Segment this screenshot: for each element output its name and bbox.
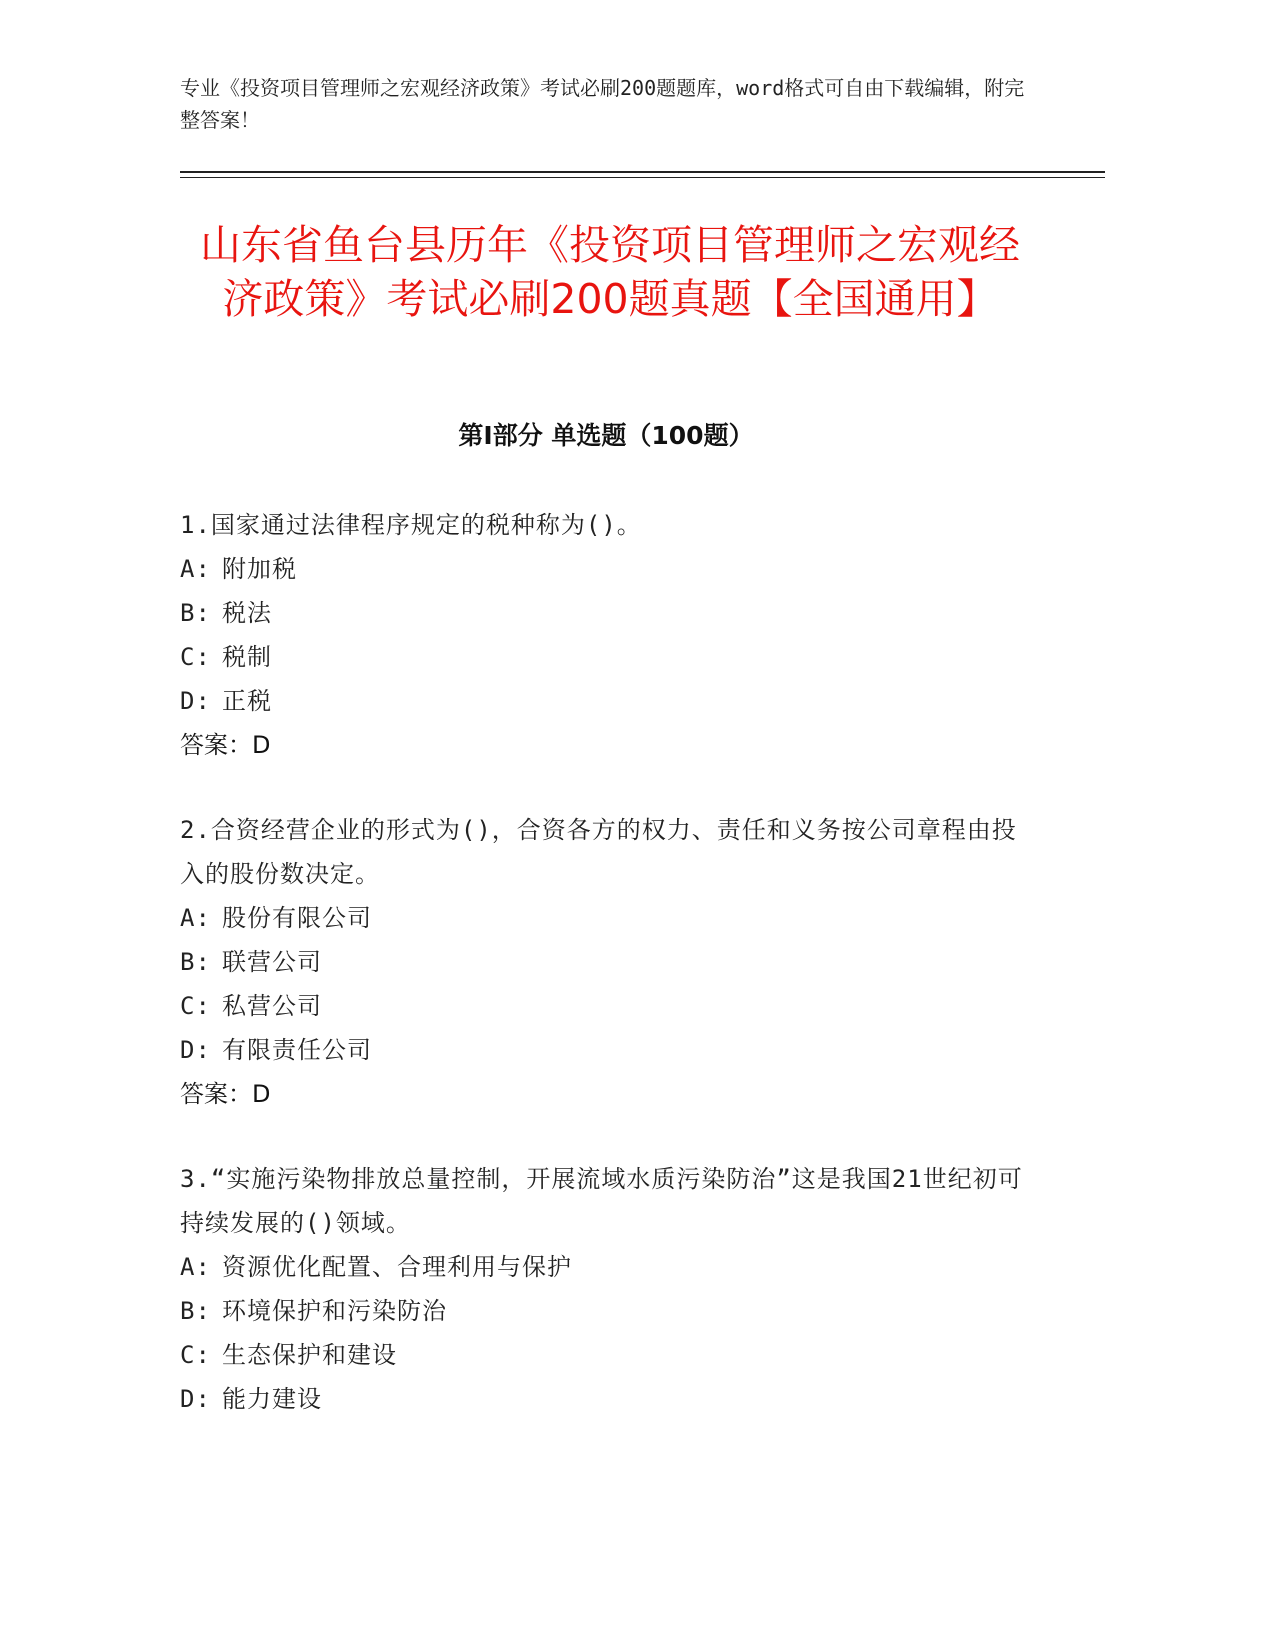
option-d (180, 1028, 1030, 1072)
option-text: 联营公司 (222, 948, 322, 976)
header-rule-thick (180, 171, 1105, 173)
option-letter: B: (180, 1297, 211, 1325)
answer (180, 723, 1030, 767)
question-3 (180, 1157, 1030, 1421)
option-letter: D: (180, 1385, 211, 1413)
option-text: 税制 (222, 643, 272, 671)
option-c (180, 1333, 1030, 1377)
option-letter: A: (180, 904, 211, 932)
option-c (180, 984, 1030, 1028)
option-letter: A: (180, 1253, 211, 1281)
option-b (180, 940, 1030, 984)
answer-prefix: 答案： (180, 731, 252, 759)
option-letter: B: (180, 948, 211, 976)
question-text: 2.合资经营企业的形式为()，合资各方的权力、责任和义务按公司章程由投入的股份数决定。 (180, 816, 1017, 888)
option-letter: B: (180, 599, 211, 627)
question-2 (180, 808, 1030, 1116)
option-letter: C: (180, 992, 211, 1020)
answer (180, 1072, 1030, 1116)
option-b (180, 591, 1030, 635)
option-letter: D: (180, 1036, 211, 1064)
option-letter: C: (180, 1341, 211, 1369)
option-text: 能力建设 (222, 1385, 322, 1413)
option-letter: A: (180, 555, 211, 583)
option-c (180, 635, 1030, 679)
option-text: 私营公司 (222, 992, 322, 1020)
option-text: 税法 (222, 599, 272, 627)
option-text: 有限责任公司 (222, 1036, 372, 1064)
answer-value: D (252, 731, 271, 759)
question-1 (180, 503, 1030, 767)
section-title: 第Ⅰ部分 单选题（100题） (458, 421, 754, 450)
option-a (180, 1245, 1030, 1289)
question-text: 1.国家通过法律程序规定的税种称为()。 (180, 511, 642, 539)
option-b (180, 1289, 1030, 1333)
option-text: 股份有限公司 (222, 904, 372, 932)
option-letter: D: (180, 687, 211, 715)
option-d (180, 1377, 1030, 1421)
header-rule-thin (180, 177, 1105, 178)
option-d (180, 679, 1030, 723)
option-a (180, 896, 1030, 940)
answer-prefix: 答案： (180, 1080, 252, 1108)
question-text: 3.“实施污染物排放总量控制，开展流域水质污染防治”这是我国21世纪初可持续发展的()领域。 (180, 1165, 1023, 1237)
document-title: 山东省鱼台县历年《投资项目管理师之宏观经济政策》考试必刷200题真题【全国通用】 (200, 221, 1020, 323)
option-text: 附加税 (222, 555, 297, 583)
header-note: 专业《投资项目管理师之宏观经济政策》考试必刷200题题库，word格式可自由下载编辑，附完整答案！ (180, 76, 1025, 132)
option-text: 资源优化配置、合理利用与保护 (222, 1253, 572, 1281)
option-letter: C: (180, 643, 211, 671)
option-text: 正税 (222, 687, 272, 715)
answer-value: D (252, 1080, 271, 1108)
option-text: 环境保护和污染防治 (222, 1297, 447, 1325)
option-text: 生态保护和建设 (222, 1341, 397, 1369)
option-a (180, 547, 1030, 591)
